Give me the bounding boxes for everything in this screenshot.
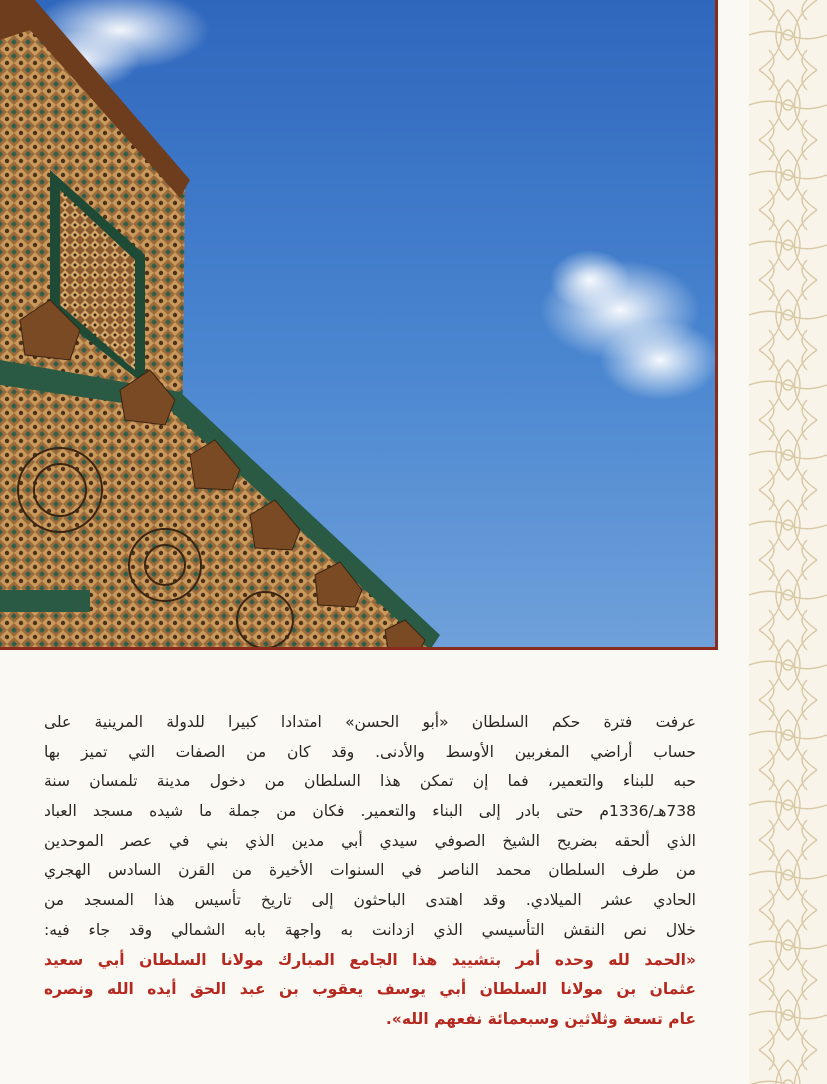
paragraph-line: من طرف السلطان محمد الناصر في السنوات الأخيرة من القرن السادس الهجري bbox=[44, 861, 696, 880]
paragraph-line: حبه للبناء والتعمير، فما إن تمكن هذا السلطان من دخول مدينة تلمسان سنة bbox=[44, 772, 696, 791]
paragraph-line: الحادي عشر الميلادي. وقد اهتدى الباحثون إلى تاريخ تأسيس هذا المسجد من bbox=[44, 891, 696, 910]
decorative-border bbox=[749, 0, 827, 1084]
paragraph-line: خلال نص النقش التأسيسي الذي ازدانت به واجهة بابه الشمالي وقد جاء فيه: bbox=[44, 920, 696, 939]
inscription-line: «الحمد لله وحده أمر بتشييد هذا الجامع المبارك مولانا السلطان أبي سعيد bbox=[44, 950, 696, 969]
paragraph-line: حساب أراضي المغربين الأوسط والأدنى. وقد كان من الصفات التي تميز بها bbox=[44, 742, 696, 761]
paragraph-line: 738هـ/1336م حتى بادر إلى البناء والتعمير. فكان من جملة ما شيده مسجد العباد bbox=[44, 802, 696, 821]
inscription-line: عام تسعة وثلاثين وسبعمائة نفعهم الله». bbox=[385, 1009, 696, 1028]
paragraph-line: عرفت فترة حكم السلطان «أبو الحسن» امتدادا كبيرا للدولة المرينية على bbox=[44, 713, 696, 731]
inscription-line: عثمان بن مولانا السلطان أبي يوسف يعقوب بن عبد الحق أيده الله ونصره bbox=[44, 980, 696, 999]
body-paragraph bbox=[44, 708, 696, 1035]
paragraph-line: الذي ألحقه بضريح الشيخ الصوفي سيدي أبي مدين الذي بني في عصر الموحدين bbox=[44, 831, 696, 850]
